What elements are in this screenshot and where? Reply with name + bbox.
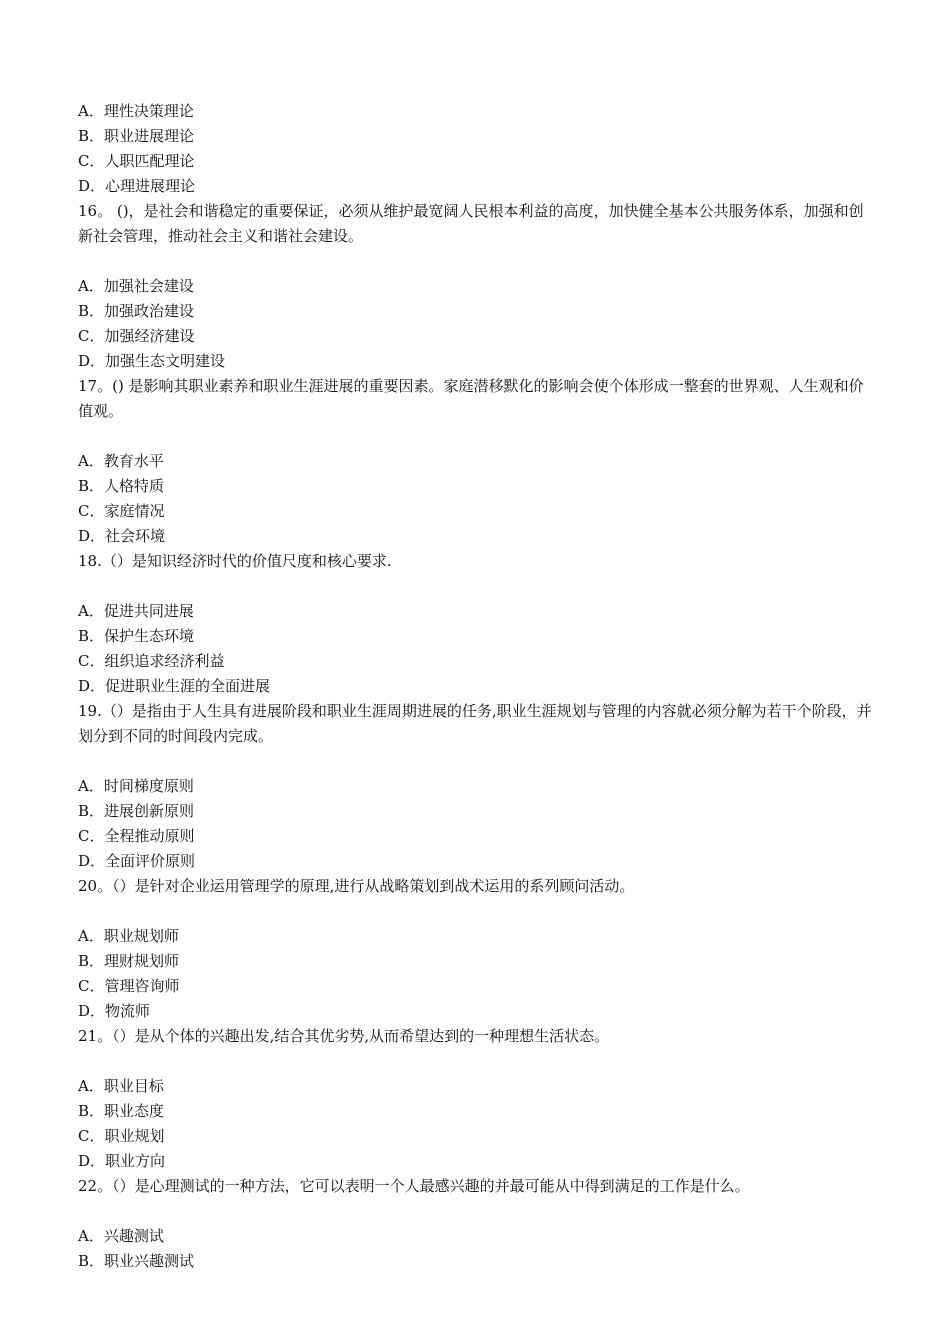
option-c: C．组织追求经济利益 [78,652,225,670]
question-15-options [78,99,878,199]
option-a: A．教育水平 [78,452,164,470]
question-stem: 19.（）是指由于人生具有进展阶段和职业生涯周期进展的任务,职业生涯规划与管理的内容就必须分解为若干个阶段，并划分到不同的时间段内完成。 [78,702,872,745]
option-c: C．家庭情况 [78,502,165,520]
document-page [78,99,878,1274]
option-b: B．保护生态环境 [78,627,195,645]
option-a: A．兴趣测试 [78,1227,164,1245]
option-c: C．职业规划 [78,1127,165,1145]
option-a: A．加强社会建设 [78,277,194,295]
question-stem: 16。 ()，是社会和谐稳定的重要保证，必须从维护最宽阔人民根本利益的高度，加快健全基本公共服务体系，加强和创新社会管理，推动社会主义和谐社会建设。 [78,202,864,245]
option-d: D．物流师 [78,1002,151,1020]
option-b: B．加强政治建设 [78,302,195,320]
option-b: B．进展创新原则 [78,802,195,820]
option-b: B．职业兴趣测试 [78,1252,195,1270]
option-a: A．职业目标 [78,1077,164,1095]
option-b: B．人格特质 [78,477,165,495]
spacer [78,1049,878,1074]
spacer [78,249,878,274]
spacer [78,1199,878,1224]
question-21 [78,1024,878,1174]
question-18 [78,549,878,699]
question-20 [78,874,878,1024]
option-b: B．职业进展理论 [78,127,195,145]
question-stem: 17。() 是影响其职业素养和职业生涯进展的重要因素。家庭潜移默化的影响会使个体形成一整套的世界观、人生观和价值观。 [78,377,864,420]
option-d: D．全面评价原则 [78,852,196,870]
question-17 [78,374,878,549]
question-22 [78,1174,878,1274]
option-a: A．理性决策理论 [78,102,194,120]
question-stem: 22。（）是心理测试的一种方法，它可以表明一个人最感兴趣的并最可能从中得到满足的工作是什么。 [78,1177,750,1195]
option-d: D．心理进展理论 [78,177,196,195]
option-b: B．职业态度 [78,1102,165,1120]
question-stem: 21。（）是从个体的兴趣出发,结合其优劣势,从而希望达到的一种理想生活状态。 [78,1027,610,1045]
option-b: B．理财规划师 [78,952,180,970]
question-stem: 18.（）是知识经济时代的价值尺度和核心要求. [78,552,392,570]
option-c: C．人职匹配理论 [78,152,195,170]
spacer [78,574,878,599]
spacer [78,749,878,774]
option-d: D．社会环境 [78,527,166,545]
question-stem: 20。（）是针对企业运用管理学的原理,进行从战略策划到战术运用的系列顾问活动。 [78,877,635,895]
option-c: C．加强经济建设 [78,327,195,345]
question-16 [78,199,878,374]
option-a: A．促进共同进展 [78,602,194,620]
option-d: D．促进职业生涯的全面进展 [78,677,271,695]
option-a: A．时间梯度原则 [78,777,194,795]
option-c: C．全程推动原则 [78,827,195,845]
question-19 [78,699,878,874]
spacer [78,424,878,449]
option-a: A．职业规划师 [78,927,179,945]
option-d: D．职业方向 [78,1152,166,1170]
option-c: C．管理咨询师 [78,977,180,995]
spacer [78,899,878,924]
option-d: D．加强生态文明建设 [78,352,226,370]
